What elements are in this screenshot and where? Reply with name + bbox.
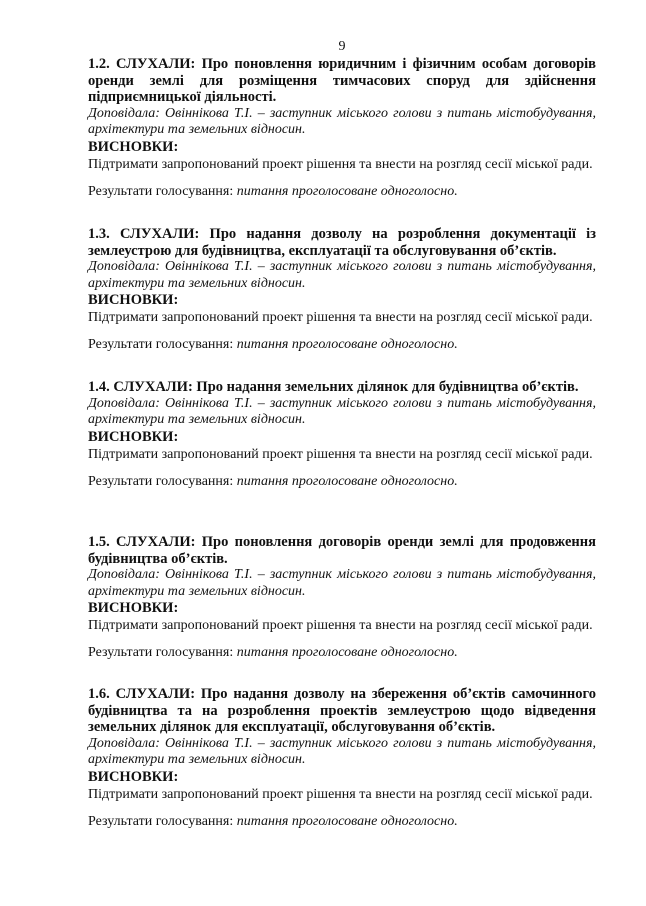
heard-heading: 1.3. СЛУХАЛИ: Про надання дозволу на розроблення документації із землеустрою для будівництва, експлуатації та обслуговування об’єктів. [88,226,596,259]
decision-text: Підтримати запропонований проект рішення та внести на розгляд сесії міської ради. [88,156,593,172]
heard-heading: 1.4. СЛУХАЛИ: Про надання земельних ділянок для будівництва об’єктів. [88,379,579,395]
conclusions-label: ВИСНОВКИ: [88,292,179,308]
decision-text: Підтримати запропонований проект рішення та внести на розгляд сесії міської ради. [88,310,593,325]
vote-result: питання проголосоване одноголосно. [236,337,458,352]
vote-result-line [88,336,596,354]
vote-result-line [88,813,596,831]
page-number: 9 [338,39,346,54]
decision-text: Підтримати запропонований проект рішення та внести на розгляд сесії міської ради. [88,786,593,802]
agenda-item-1-4 [88,379,596,491]
vote-label: Результати голосування: [88,183,234,199]
speaker-line: Доповідала: Овіннікова Т.І. – заступник міського голови з питань містобудування, архітектури та земельних відносин. [88,259,596,291]
conclusions-label: ВИСНОВКИ: [88,600,179,616]
decision-text: Підтримати запропонований проект рішення та внести на розгляд сесії міської ради. [88,446,593,462]
vote-label: Результати голосування: [88,813,234,829]
speaker-line: Доповідала: Овіннікова Т.І. – заступник міського голови з питань містобудування, архітектури та земельних відносин. [88,395,596,427]
vote-result-line [88,183,596,201]
heard-heading: 1.2. СЛУХАЛИ: Про поновлення юридичним і фізичним особам договорів оренди землі для розміщення тимчасових споруд для здійснення підприємницької діяльності. [88,56,596,105]
heard-heading: 1.6. СЛУХАЛИ: Про надання дозволу на збереження об’єктів самочинного будівництва та на розроблення проектів землеустрою щодо відведення земельних ділянок для експлуатації, обслуговування об’єктів. [88,686,596,735]
agenda-item-1-2 [88,56,596,201]
vote-result-line [88,644,596,662]
vote-result: питання проголосоване одноголосно. [236,183,458,199]
vote-result-line [88,473,596,491]
vote-result: питання проголосоване одноголосно. [236,813,458,829]
speaker-line: Доповідала: Овіннікова Т.І. – заступник міського голови з питань містобудування, архітектури та земельних відносин. [88,567,596,599]
conclusions-label: ВИСНОВКИ: [88,428,179,445]
decision-text: Підтримати запропонований проект рішення та внести на розгляд сесії міської ради. [88,618,593,633]
conclusions-label: ВИСНОВКИ: [88,768,179,785]
agenda-item-1-5 [88,534,596,662]
vote-result: питання проголосоване одноголосно. [236,645,458,660]
agenda-item-1-3 [88,226,596,354]
heard-heading: 1.5. СЛУХАЛИ: Про поновлення договорів оренди землі для продовження будівництва об’єктів. [88,534,596,567]
speaker-line: Доповідала: Овіннікова Т.І. – заступник міського голови з питань містобудування, архітектури та земельних відносин. [88,735,596,767]
vote-result: питання проголосоване одноголосно. [236,473,458,489]
conclusions-label: ВИСНОВКИ: [88,138,179,155]
vote-label: Результати голосування: [88,337,234,352]
vote-label: Результати голосування: [88,473,234,489]
agenda-item-1-6 [88,686,596,831]
vote-label: Результати голосування: [88,645,234,660]
speaker-line: Доповідала: Овіннікова Т.І. – заступник міського голови з питань містобудування, архітектури та земельних відносин. [88,105,596,137]
